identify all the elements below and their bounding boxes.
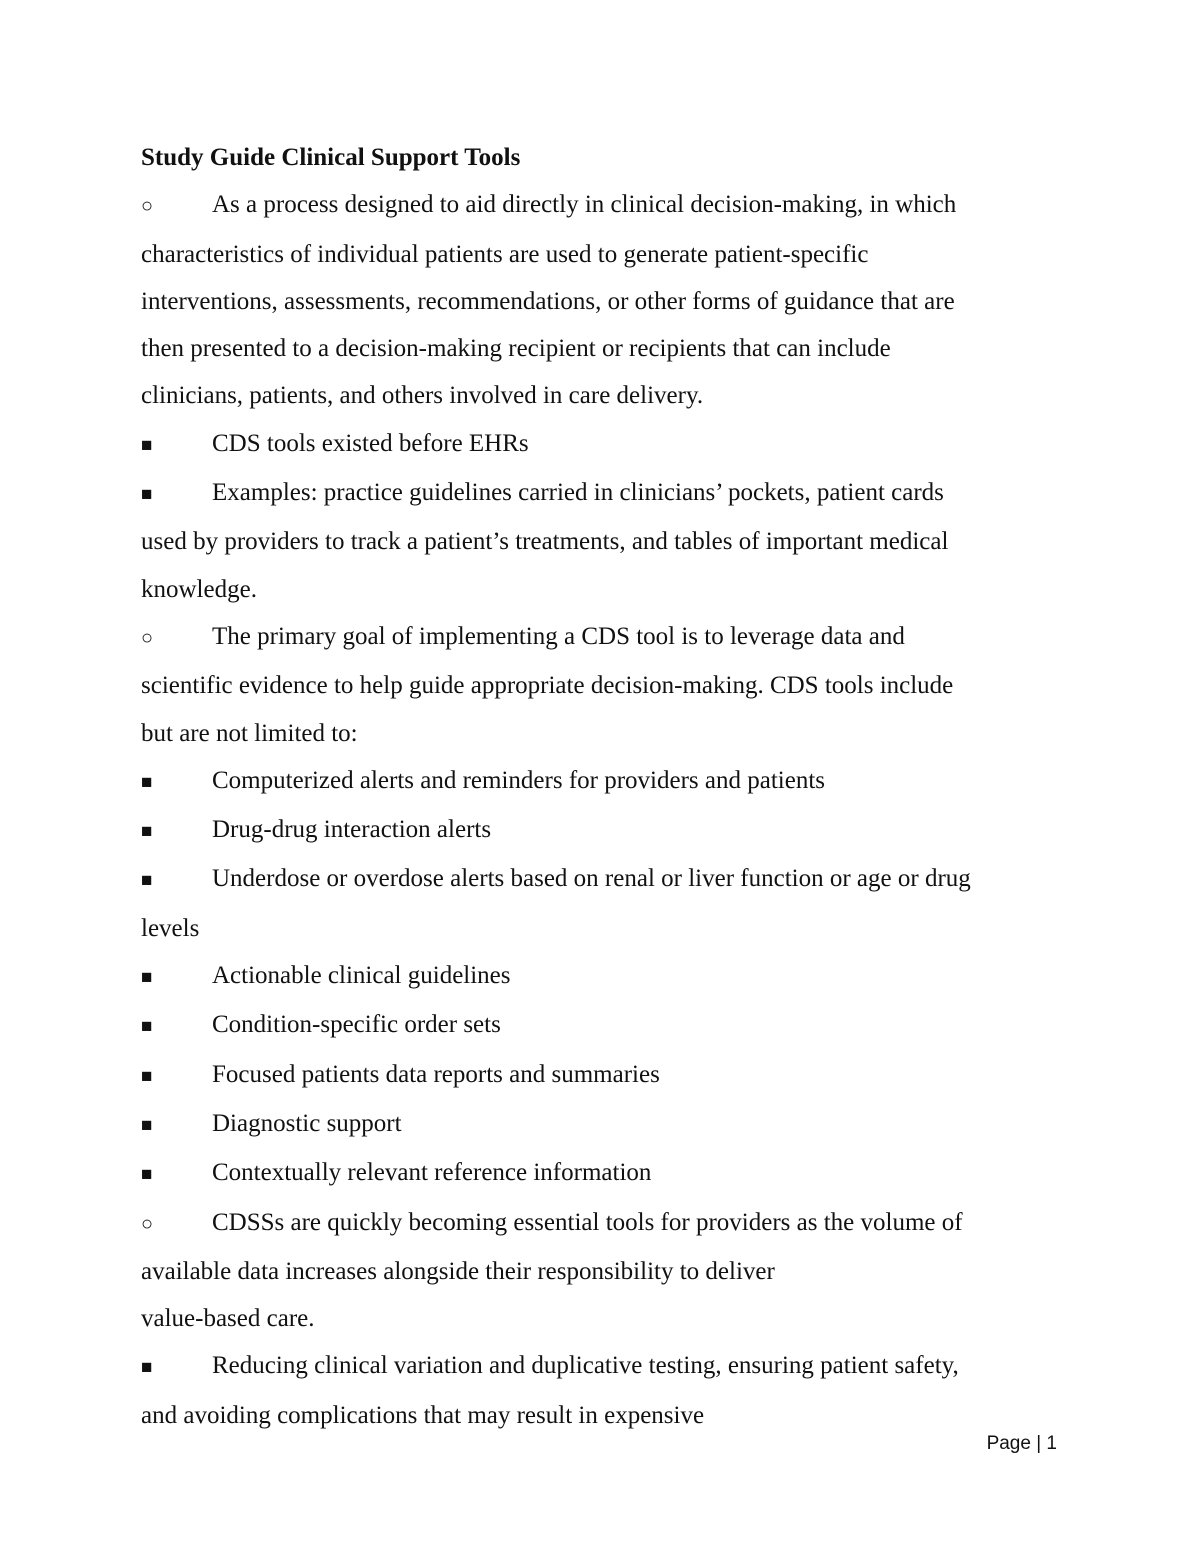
paragraph-text: Examples: practice guidelines carried in clinicians’ pockets, patient cards — [212, 479, 944, 507]
square-bullet-icon: ■ — [141, 1016, 153, 1038]
paragraph-text: Focused patients data reports and summaries — [212, 1060, 660, 1088]
square-bullet-icon: ■ — [141, 771, 153, 793]
square-bullet-icon: ■ — [141, 1357, 153, 1379]
square-bullet-icon: ■ — [141, 870, 153, 892]
paragraph-line: interventions, assessments, recommendations, or other forms of guidance that are — [141, 287, 955, 315]
paragraph-text: As a process designed to aid directly in clinical decision-making, in which — [212, 191, 957, 219]
paragraph-text: Contextually relevant reference information — [212, 1159, 652, 1187]
paragraph-line: clinicians, patients, and others involved in care delivery. — [141, 382, 704, 410]
list-item — [141, 420, 1056, 469]
hollow-circle-bullet-icon: ○ — [141, 195, 154, 218]
paragraph-text: Computerized alerts and reminders for providers and patients — [212, 766, 826, 794]
list-item — [141, 952, 1056, 1001]
document-body — [141, 134, 1056, 1439]
paragraph-text: Actionable clinical guidelines — [212, 962, 511, 990]
list-item — [141, 613, 1056, 662]
square-bullet-icon: ■ — [141, 434, 153, 456]
square-bullet-icon: ■ — [141, 967, 153, 989]
list-item — [141, 806, 1056, 855]
paragraph-line: levels — [141, 914, 200, 942]
list-item — [141, 1100, 1056, 1149]
paragraph-line: then presented to a decision-making recipient or recipients that can include — [141, 335, 891, 363]
paragraph-text: Condition-specific order sets — [212, 1011, 501, 1039]
list-item — [141, 1149, 1056, 1198]
page-number-footer: Page | 1 — [986, 1433, 1057, 1454]
paragraph-line: and avoiding complications that may result in expensive — [141, 1401, 705, 1429]
list-item — [141, 469, 1056, 518]
list-item — [141, 1342, 1056, 1391]
list-item — [141, 181, 1056, 230]
square-bullet-icon: ■ — [141, 1065, 153, 1087]
list-item — [141, 1199, 1056, 1248]
paragraph-line: value-based care. — [141, 1305, 315, 1333]
square-bullet-icon: ■ — [141, 484, 153, 506]
paragraph-line: but are not limited to: — [141, 719, 358, 747]
paragraph-text: The primary goal of implementing a CDS tool is to leverage data and — [212, 622, 905, 650]
list-item — [141, 1051, 1056, 1100]
paragraph-line: knowledge. — [141, 575, 257, 603]
list-item — [141, 757, 1056, 806]
list-item — [141, 1001, 1056, 1050]
document-title: Study Guide Clinical Support Tools — [141, 144, 521, 171]
paragraph-text: Underdose or overdose alerts based on renal or liver function or age or drug — [212, 865, 971, 893]
square-bullet-icon: ■ — [141, 821, 153, 843]
paragraph-text: Reducing clinical variation and duplicative testing, ensuring patient safety, — [212, 1352, 959, 1380]
list-item — [141, 855, 1056, 904]
hollow-circle-bullet-icon: ○ — [141, 626, 154, 649]
paragraph-text: CDS tools existed before EHRs — [212, 429, 529, 457]
paragraph-text: Drug-drug interaction alerts — [212, 816, 492, 844]
hollow-circle-bullet-icon: ○ — [141, 1212, 154, 1235]
square-bullet-icon: ■ — [141, 1114, 153, 1136]
paragraph-line: scientific evidence to help guide appropriate decision-making. CDS tools include — [141, 672, 954, 700]
paragraph-text: CDSSs are quickly becoming essential tools for providers as the volume of — [212, 1208, 963, 1236]
paragraph-line: available data increases alongside their responsibility to deliver — [141, 1257, 775, 1285]
paragraph-line: used by providers to track a patient’s treatments, and tables of important medical — [141, 528, 949, 556]
paragraph-text: Diagnostic support — [212, 1109, 402, 1137]
paragraph-line: characteristics of individual patients are used to generate patient-specific — [141, 240, 869, 268]
square-bullet-icon: ■ — [141, 1164, 153, 1186]
